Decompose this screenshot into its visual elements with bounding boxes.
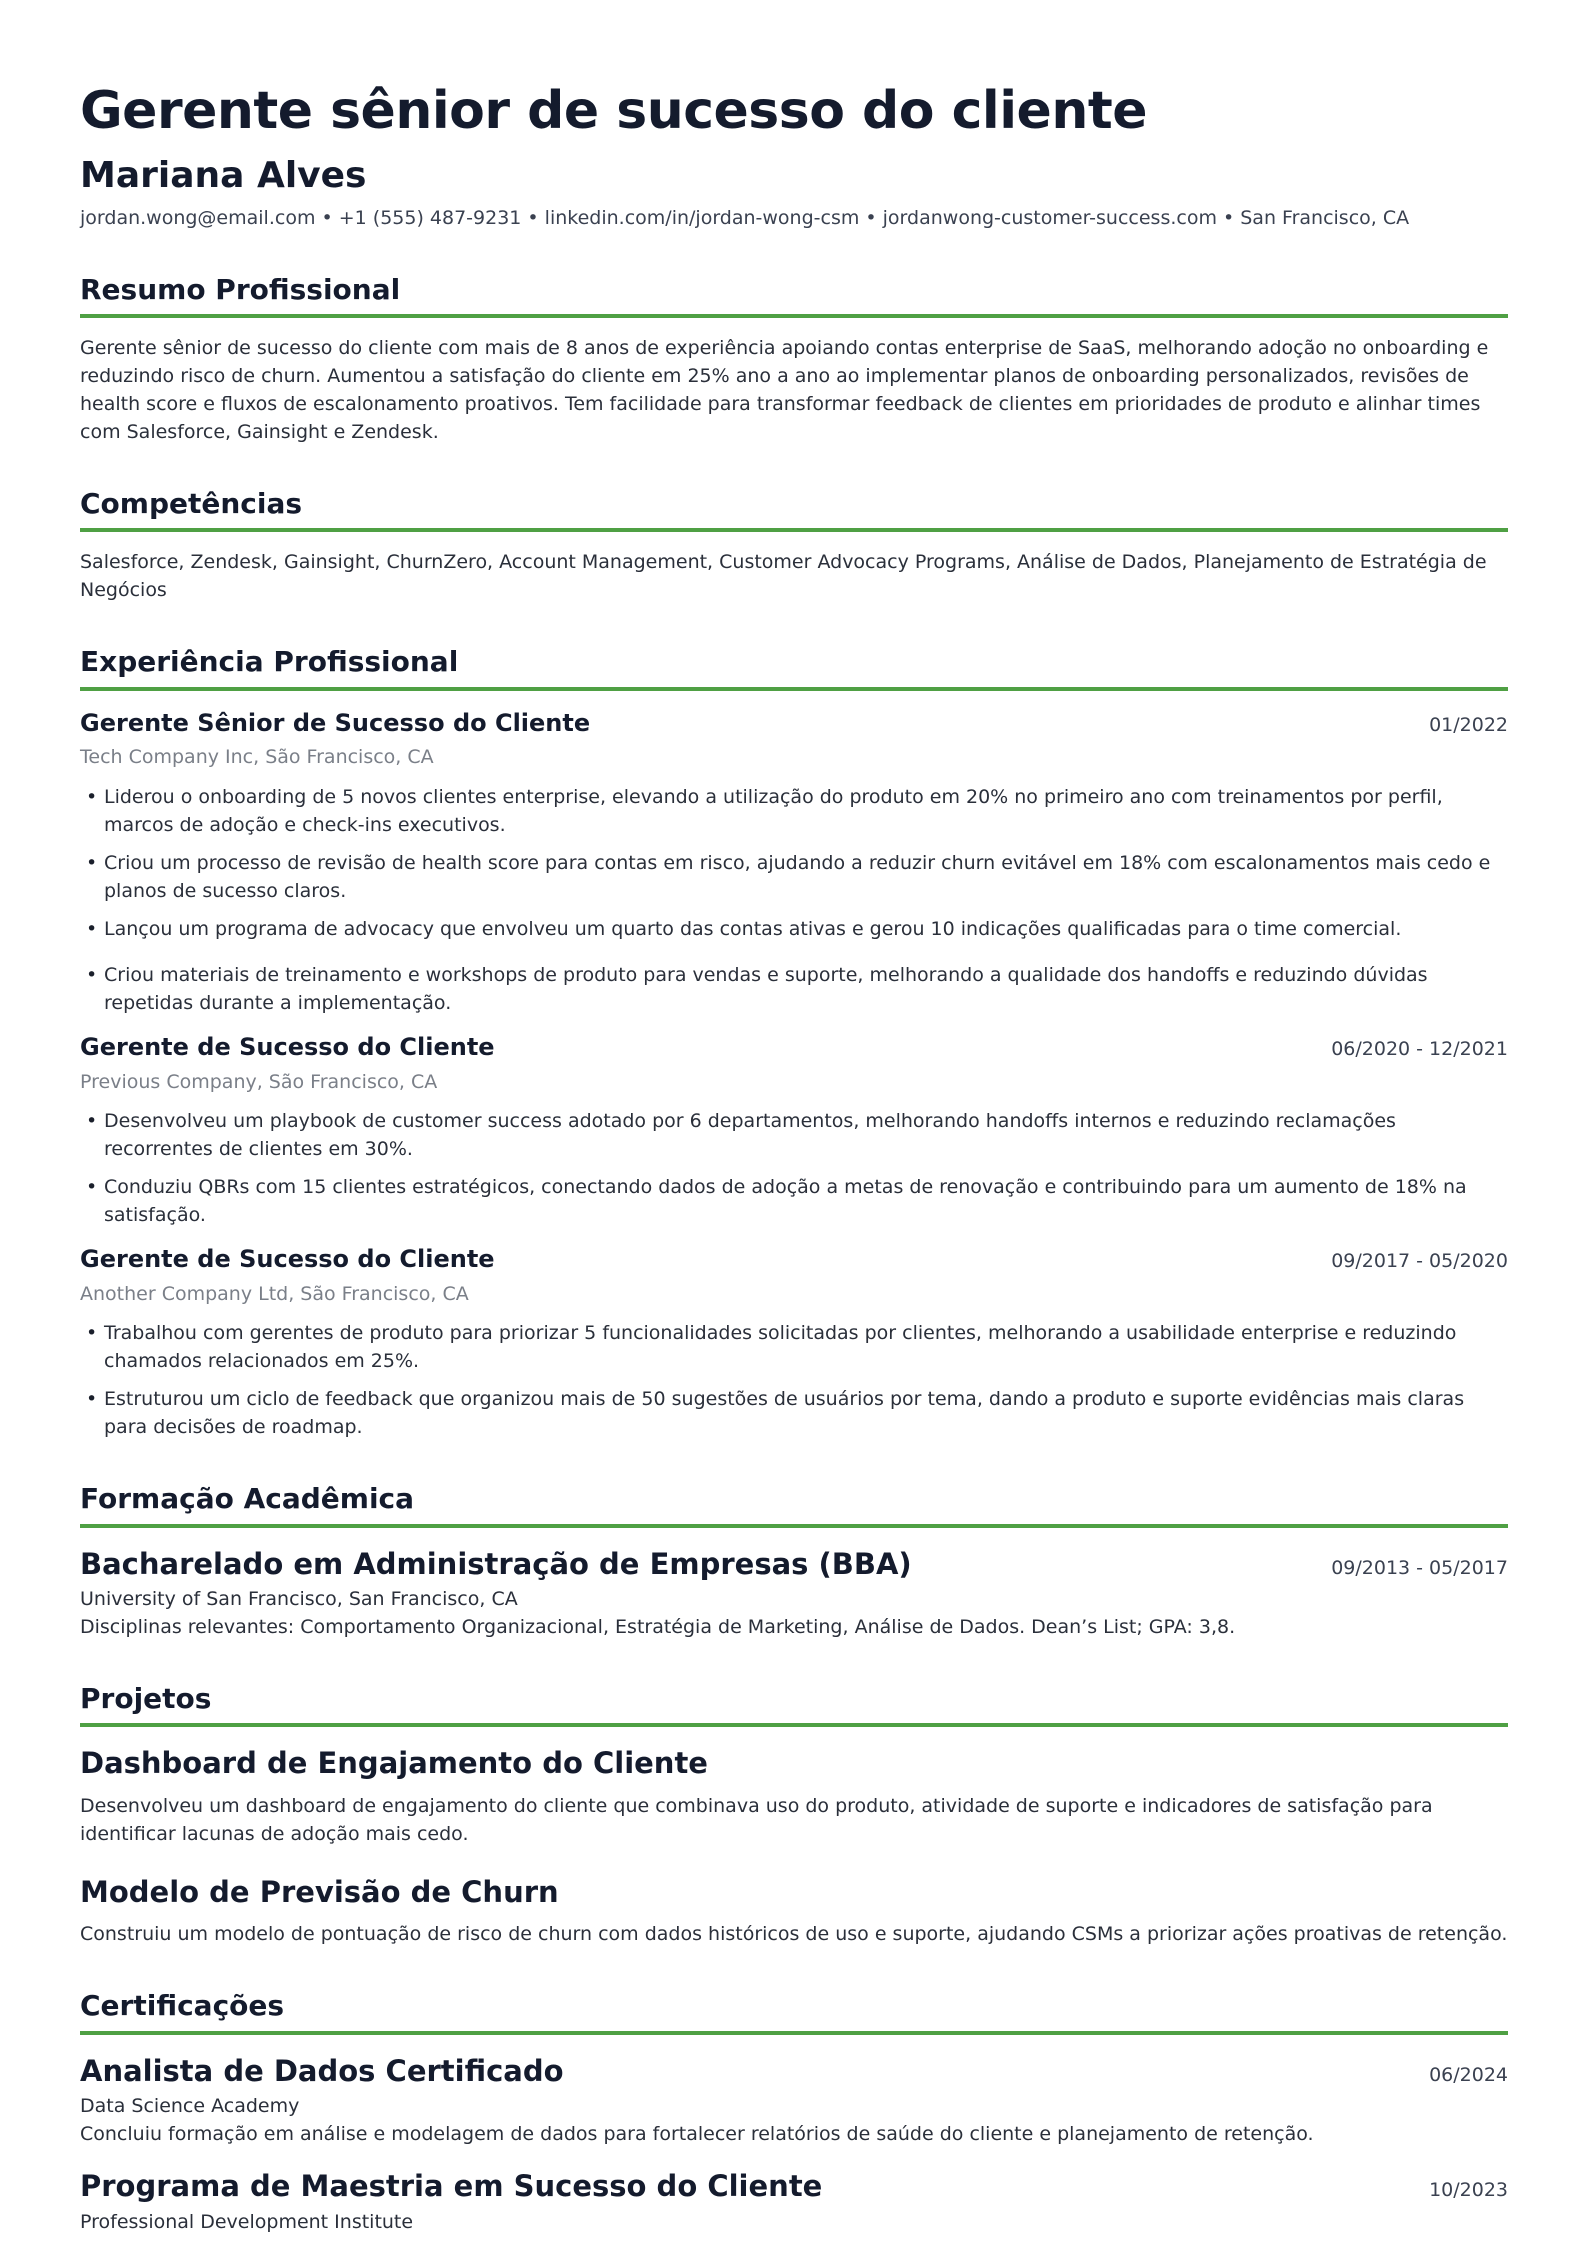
- certification-entry: [80, 2166, 1508, 2235]
- education-details: Disciplinas relevantes: Comportamento Organizacional, Estratégia de Marketing, Análise de Dados. Dean’s List; GPA: 3,8.: [80, 1615, 1236, 1638]
- job-bullet: • Criou um processo de revisão de health score para contas em risco, ajudando a reduzir churn evitável em 18% com escalonamentos mais cedo e planos de sucesso claros.: [80, 849, 1508, 905]
- project-title: Dashboard de Engajamento do Cliente: [80, 1746, 708, 1781]
- certifications-heading: Certificações: [80, 1988, 1508, 2034]
- education-section: [80, 1481, 1508, 1641]
- job-bullet: • Trabalhou com gerentes de produto para priorizar 5 funcionalidades solicitadas por clientes, melhorando a usabilidade enterprise e reduzindo chamados relacionados em 25%.: [80, 1319, 1508, 1375]
- job-company: Tech Company Inc, São Francisco, CA: [80, 746, 434, 769]
- skills-heading: Competências: [80, 486, 1508, 532]
- certification-title: Analista de Dados Certificado: [80, 2053, 564, 2088]
- job-bullet: • Criou materiais de treinamento e workshops de produto para vendas e suporte, melhorando a qualidade dos handoffs e reduzindo dúvidas repetidas durante a implementação.: [80, 961, 1508, 1017]
- job-date: 01/2022: [1429, 713, 1508, 736]
- job-date: 06/2020 - 12/2021: [1331, 1037, 1508, 1060]
- certification-text: Concluiu formação em análise e modelagem de dados para fortalecer relatórios de saúde do cliente e planejamento de retenção.: [80, 2123, 1314, 2146]
- skills-text: Salesforce, Zendesk, Gainsight, ChurnZero, Account Management, Customer Advocacy Programs, Análise de Dados, Planejamento de Estratégia de Negócios: [80, 551, 1487, 602]
- job-bullet: • Desenvolveu um playbook de customer success adotado por 6 departamentos, melhorando handoffs internos e reduzindo reclamações recorrentes de clientes em 30%.: [80, 1107, 1508, 1163]
- certification-entry: [80, 2051, 1508, 2148]
- experience-heading: Experiência Profissional: [80, 644, 1508, 690]
- certification-title: Programa de Maestria em Sucesso do Cliente: [80, 2169, 823, 2204]
- job-bullet: • Lançou um programa de advocacy que envolveu um quarto das contas ativas e gerou 10 indicações qualificadas para o time comercial.: [80, 915, 1508, 943]
- job-bullets: [80, 1319, 1508, 1441]
- certification-date: 10/2023: [1429, 2179, 1508, 2202]
- project-text: Desenvolveu um dashboard de engajamento do cliente que combinava uso do produto, atividade de suporte e indicadores de satisfação para identificar lacunas de adoção mais cedo.: [80, 1794, 1433, 1845]
- education-heading: Formação Acadêmica: [80, 1481, 1508, 1527]
- contact-line: jordan.wong@email.com • +1 (555) 487-9231 • linkedin.com/in/jordan-wong-csm • jordanwong-customer-success.com • San Francisco, CA: [80, 206, 1410, 229]
- job-bullets: [80, 1107, 1508, 1229]
- job-company: Previous Company, São Francisco, CA: [80, 1070, 438, 1093]
- job-entry: [80, 1031, 1508, 1229]
- candidate-name: Mariana Alves: [80, 154, 367, 196]
- certification-date: 06/2024: [1429, 2063, 1508, 2086]
- job-entry: [80, 1243, 1508, 1441]
- job-bullet: • Conduziu QBRs com 15 clientes estratégicos, conectando dados de adoção a metas de renovação e contribuindo para um aumento de 18% na satisfação.: [80, 1173, 1508, 1229]
- summary-section: [80, 272, 1508, 446]
- job-title: Gerente Sênior de Sucesso do Cliente: [80, 708, 591, 737]
- projects-section: [80, 1681, 1508, 1949]
- project-text: Construiu um modelo de pontuação de risco de churn com dados históricos de uso e suporte, ajudando CSMs a priorizar ações proativas de retenção.: [80, 1923, 1508, 1946]
- certification-issuer: Data Science Academy: [80, 2095, 300, 2118]
- project-title: Modelo de Previsão de Churn: [80, 1874, 559, 1909]
- certification-issuer: Professional Development Institute: [80, 2210, 414, 2233]
- degree-title: Bacharelado em Administração de Empresas (BBA): [80, 1546, 912, 1581]
- job-bullet: • Estruturou um ciclo de feedback que organizou mais de 50 sugestões de usuários por tema, dando a produto e suporte evidências mais claras para decisões de roadmap.: [80, 1385, 1508, 1441]
- projects-heading: Projetos: [80, 1681, 1508, 1727]
- education-date: 09/2013 - 05/2017: [1331, 1556, 1508, 1579]
- job-bullets: [80, 783, 1508, 1017]
- summary-heading: Resumo Profissional: [80, 272, 1508, 318]
- document-title: Gerente sênior de sucesso do cliente: [80, 81, 1147, 141]
- project-entry: [80, 1743, 1508, 1848]
- certifications-section: [80, 1988, 1508, 2235]
- experience-section: [80, 644, 1508, 1441]
- job-title: Gerente de Sucesso do Cliente: [80, 1245, 495, 1274]
- job-date: 09/2017 - 05/2020: [1331, 1250, 1508, 1273]
- skills-section: [80, 486, 1508, 604]
- job-title: Gerente de Sucesso do Cliente: [80, 1032, 495, 1061]
- job-company: Another Company Ltd, São Francisco, CA: [80, 1282, 469, 1305]
- school-name: University of San Francisco, San Francisco, CA: [80, 1588, 518, 1611]
- job-entry: [80, 707, 1508, 1017]
- job-bullet: • Liderou o onboarding de 5 novos clientes enterprise, elevando a utilização do produto em 20% no primeiro ano com treinamentos por perfil, marcos de adoção e check-ins executivos.: [80, 783, 1508, 839]
- project-entry: [80, 1872, 1508, 1949]
- summary-text: Gerente sênior de sucesso do cliente com mais de 8 anos de experiência apoiando contas enterprise de SaaS, melhorando adoção no onboarding e reduzindo risco de churn. Aumentou a satisfação do cliente em 25% ano a ano ao implementar planos de onboarding personalizados, revisões de health score e fluxos de escalonamento proativos. Tem facilidade para transformar feedback de clientes em prioridades de produto e alinhar times com Salesforce, Gainsight e Zendesk.: [80, 336, 1489, 443]
